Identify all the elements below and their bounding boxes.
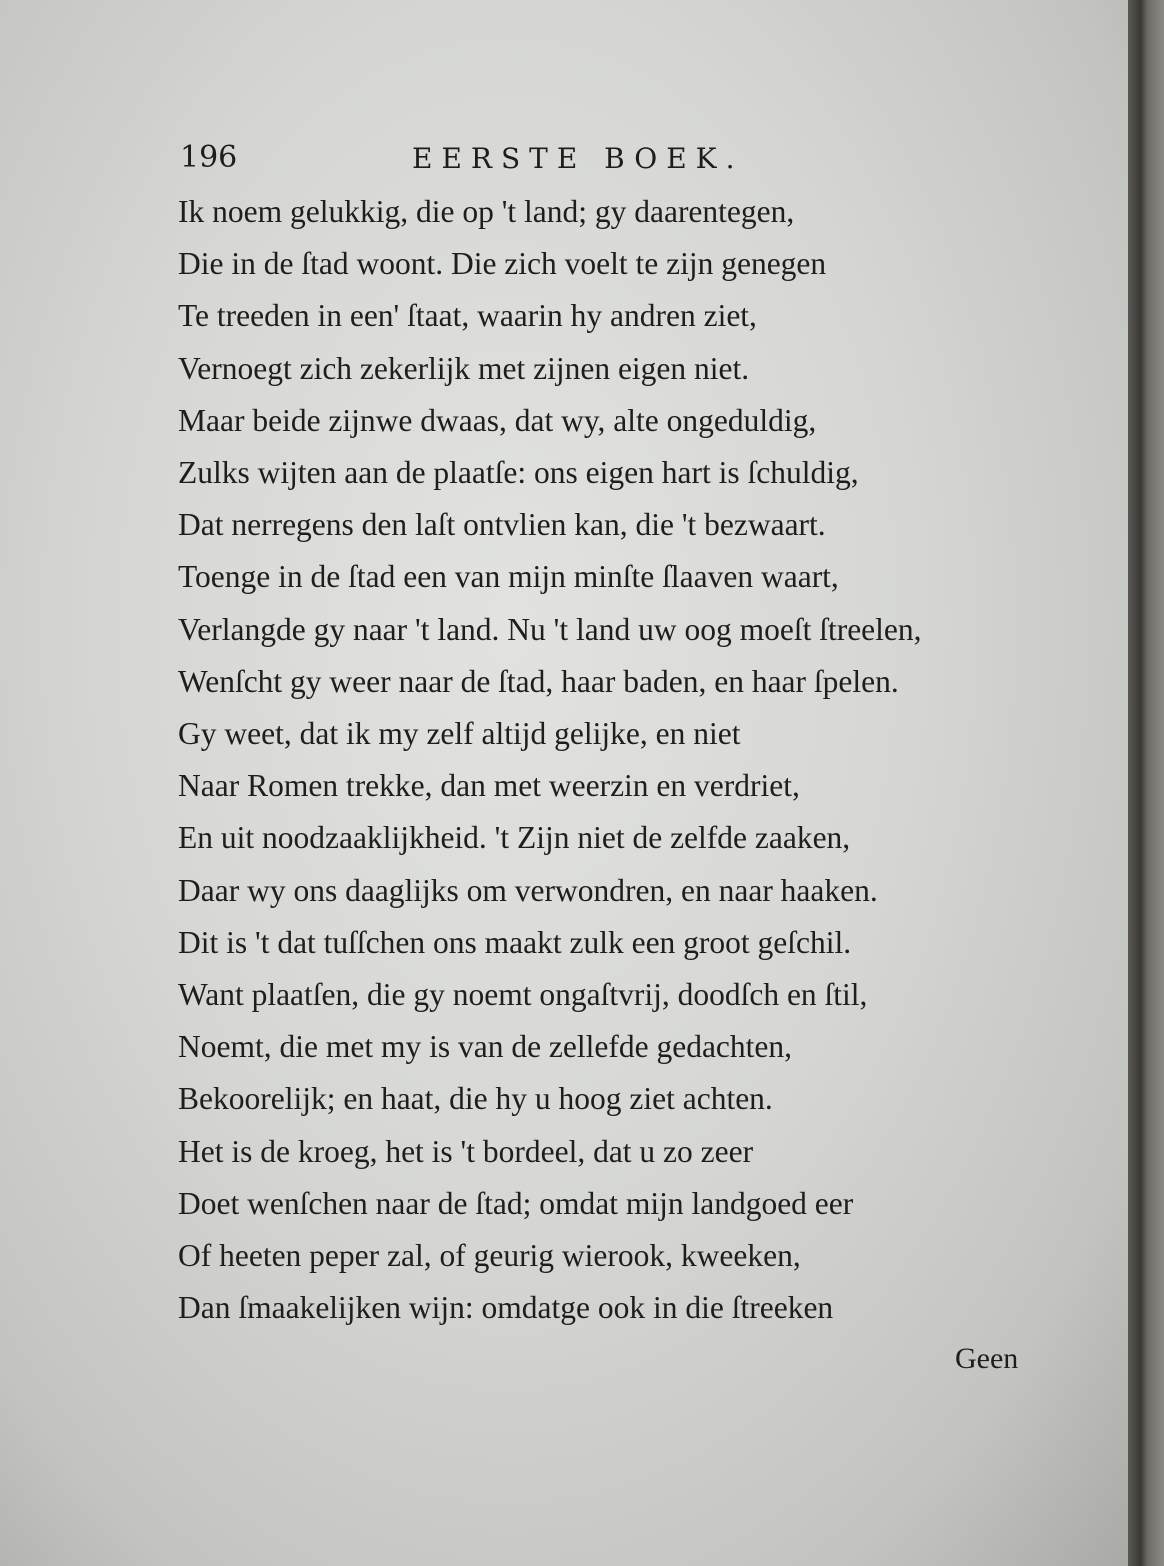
verse-line: Noemt, die met my is van de zellefde gedachten, — [178, 1029, 793, 1065]
verse-line: Vernoegt zich zekerlijk met zijnen eigen niet. — [178, 350, 750, 386]
verse-line: Gy weet, dat ik my zelf altijd gelijke, en niet — [178, 716, 741, 752]
verse-line: Wenſcht gy weer naar de ſtad, haar baden, en haar ſpelen. — [178, 663, 899, 699]
verse-line: Te treeden in een' ſtaat, waarin hy andren ziet, — [178, 298, 757, 334]
running-head: EERSTE BOEK. — [412, 142, 744, 175]
verse-line: En uit noodzaaklijkheid. 't Zijn niet de zelfde zaaken, — [178, 820, 851, 856]
verse-line: Dan ſmaakelijken wijn: omdatge ook in die ſtreeken — [178, 1290, 834, 1326]
verse-line: Dat nerregens den laſt ontvlien kan, die 't bezwaart. — [178, 507, 826, 543]
catchword: Geen — [955, 1342, 1019, 1375]
verse-line: Toenge in de ſtad een van mijn minſte ſlaaven waart, — [178, 559, 839, 595]
verse-line: Bekoorelijk; en haat, die hy u hoog ziet achten. — [178, 1081, 773, 1117]
verse-line: Want plaatſen, die gy noemt ongaſtvrij, doodſch en ſtil, — [178, 977, 868, 1013]
verse-line: Ik noem gelukkig, die op 't land; gy daarentegen, — [178, 194, 795, 229]
verse-line: Doet wenſchen naar de ſtad; omdat mijn landgoed eer — [178, 1185, 854, 1221]
verse-line: Die in de ſtad woont. Die zich voelt te zijn genegen — [178, 246, 827, 282]
verse-text — [178, 186, 1038, 1334]
verse-line: Of heeten peper zal, of geurig wierook, kweeken, — [178, 1238, 801, 1274]
page-header — [180, 140, 940, 180]
verse-line: Naar Romen trekke, dan met weerzin en verdriet, — [178, 768, 800, 804]
verse-line: Dit is 't dat tuſſchen ons maakt zulk een groot geſchil. — [178, 924, 852, 960]
verse-line: Verlangde gy naar 't land. Nu 't land uw oog moeſt ſtreelen, — [178, 611, 922, 647]
page-number: 196 — [180, 140, 238, 175]
verse-line: Maar beide zijnwe dwaas, dat wy, alte ongeduldig, — [178, 402, 817, 438]
book-gutter — [1128, 0, 1164, 1566]
verse-line: Daar wy ons daaglijks om verwondren, en naar haaken. — [178, 872, 878, 908]
verse-line: Zulks wijten aan de plaatſe: ons eigen hart is ſchuldig, — [178, 455, 859, 491]
verse-line: Het is de kroeg, het is 't bordeel, dat u zo zeer — [178, 1133, 754, 1169]
